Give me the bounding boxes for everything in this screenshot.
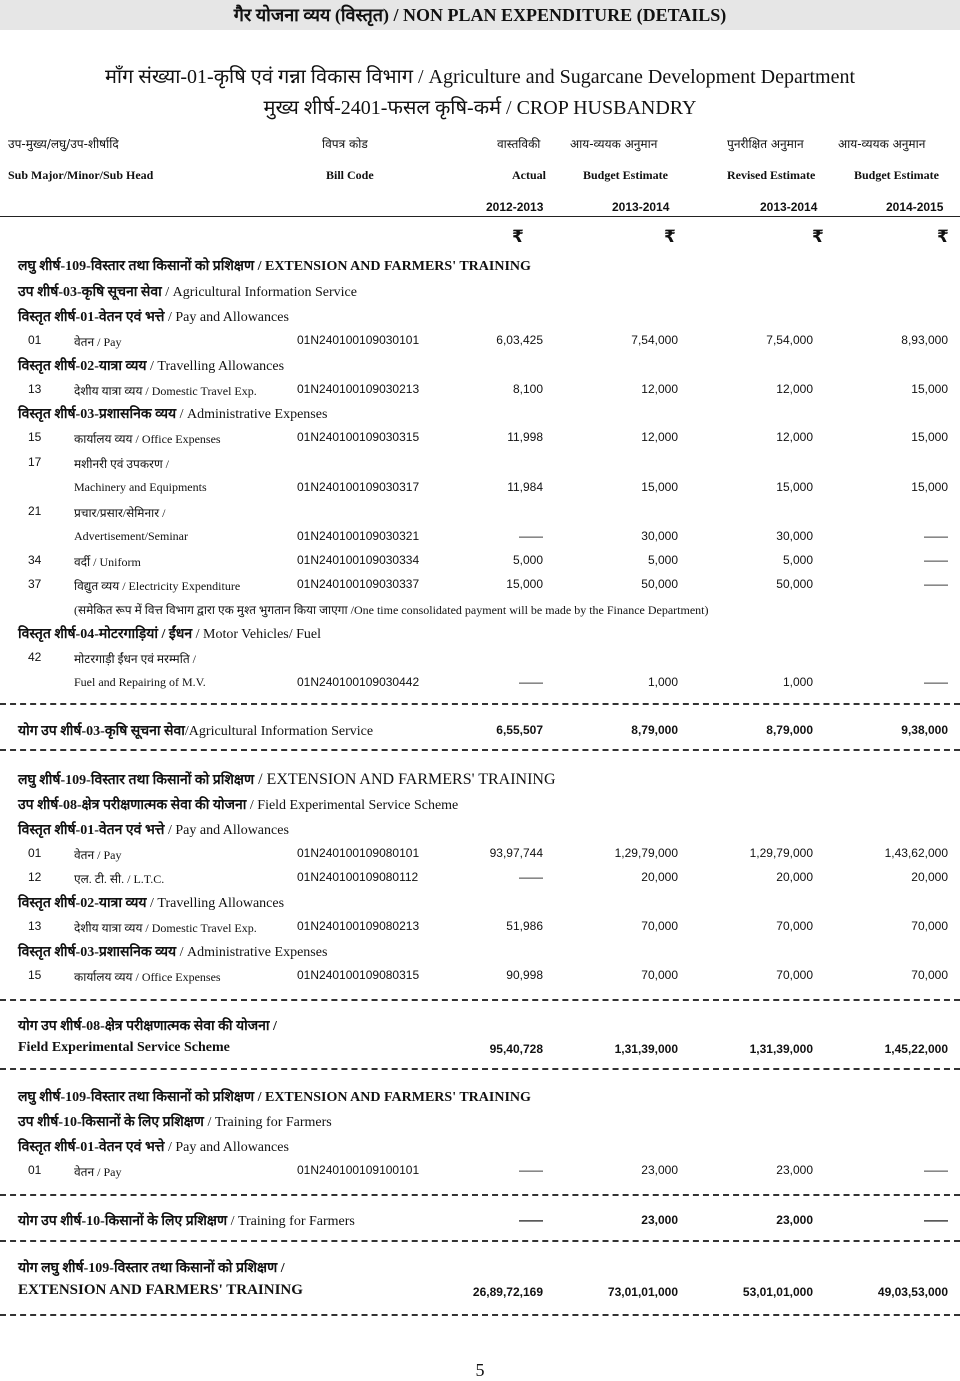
rupee-icon: ₹ (812, 227, 824, 247)
item-description: प्रचार/प्रसार/सेमिनार / (74, 506, 166, 520)
budget-value: 70,000 (641, 919, 678, 933)
detailed-head-heading: विस्तृत शीर्ष-04-मोटरगाड़ियां / ईंधन / Motor Vehicles/ Fuel (18, 627, 322, 642)
actual-total: 6,55,507 (496, 723, 543, 737)
revised-value: 12,000 (776, 382, 813, 396)
budget-value: 12,000 (641, 430, 678, 444)
header-en-budget: Budget Estimate (583, 168, 668, 182)
revised-total: 53,01,01,000 (742, 1285, 813, 1299)
detailed-head-heading: विस्तृत शीर्ष-02-यात्रा व्यय / Travelling Allowances (18, 896, 285, 911)
budget-value: 30,000 (641, 529, 678, 543)
budget-next-value: 15,000 (911, 430, 948, 444)
item-description: देशीय यात्रा व्यय / Domestic Travel Exp. (74, 921, 257, 935)
actual-value: 6,03,425 (496, 333, 543, 347)
actual-value: —— (519, 1163, 543, 1177)
budget-next-value: —— (924, 553, 948, 567)
rupee-icon: ₹ (664, 227, 676, 247)
item-description: मशीनरी एवं उपकरण / (74, 457, 169, 471)
item-number: 15 (28, 968, 42, 982)
budget-value: 23,000 (641, 1163, 678, 1177)
budget-next-value: 70,000 (911, 919, 948, 933)
bill-code: 01N240100109080315 (297, 968, 420, 982)
revised-total: 8,79,000 (766, 723, 813, 737)
detailed-head-heading: विस्तृत शीर्ष-01-वेतन एवं भत्ते / Pay and Allowances (18, 1140, 289, 1155)
item-description: कार्यालय व्यय / Office Expenses (74, 970, 221, 984)
item-number: 13 (28, 382, 42, 396)
bill-code: 01N240100109030213 (297, 382, 420, 396)
bill-code: 01N240100109030442 (297, 675, 420, 689)
item-number: 15 (28, 430, 42, 444)
budget-value: 1,29,79,000 (614, 846, 678, 860)
revised-value: 7,54,000 (766, 333, 813, 347)
bill-code: 01N240100109030321 (297, 529, 420, 543)
demand-heading: माँग संख्या-01-कृषि एवं गन्ना विकास विभाग / Agriculture and Sugarcane Development Department (104, 66, 856, 88)
revised-value: 70,000 (776, 968, 813, 982)
detailed-head-heading: विस्तृत शीर्ष-03-प्रशासनिक व्यय / Administrative Expenses (18, 945, 328, 960)
item-number: 37 (28, 577, 42, 591)
item-description: विद्युत व्यय / Electricity Expenditure (74, 579, 241, 593)
item-description: मोटरगाड़ी ईंधन एवं मरम्मति / (74, 652, 197, 666)
detailed-head-heading: विस्तृत शीर्ष-01-वेतन एवं भत्ते / Pay and Allowances (18, 310, 289, 325)
header-en-revised: Revised Estimate (727, 168, 816, 182)
header-rule (0, 216, 960, 217)
total-label-en: EXTENSION AND FARMERS' TRAINING (18, 1282, 303, 1298)
item-description-en: Fuel and Repairing of M.V. (74, 675, 206, 689)
budget-total: 1,31,39,000 (614, 1042, 678, 1056)
item-number: 34 (28, 553, 42, 567)
actual-total: 95,40,728 (489, 1042, 543, 1056)
item-number: 12 (28, 870, 42, 884)
revised-value: 15,000 (776, 480, 813, 494)
header-hi-revised: पुनरीक्षित अनुमान (727, 137, 804, 151)
budget-value: 50,000 (641, 577, 678, 591)
revised-value: 1,29,79,000 (749, 846, 813, 860)
item-description-en: Advertisement/Seminar (74, 529, 188, 543)
budget-value: 1,000 (647, 675, 678, 689)
detailed-head-heading: विस्तृत शीर्ष-02-यात्रा व्यय / Travelling Allowances (18, 359, 285, 374)
detailed-head-heading: विस्तृत शीर्ष-01-वेतन एवं भत्ते / Pay and Allowances (18, 823, 289, 838)
budget-next-value: —— (924, 577, 948, 591)
actual-value: 5,000 (512, 553, 543, 567)
item-number: 01 (28, 1163, 42, 1177)
item-number: 01 (28, 846, 42, 860)
item-number: 13 (28, 919, 42, 933)
budget-next-value: 1,43,62,000 (884, 846, 948, 860)
bill-code: 01N240100109080101 (297, 846, 420, 860)
budget-next-value: 15,000 (911, 382, 948, 396)
dashed-separator (0, 703, 960, 705)
dashed-separator (0, 999, 960, 1001)
header-hi-head: उप-मुख्य/लघु/उप-शीर्षादि (8, 137, 119, 151)
rupee-icon: ₹ (937, 227, 949, 247)
header-hi-actual: वास्तविकी (497, 137, 541, 151)
budget-next-total: 9,38,000 (901, 723, 948, 737)
budget-next-value: 70,000 (911, 968, 948, 982)
bill-code: 01N240100109080213 (297, 919, 420, 933)
year-actual: 2012-2013 (486, 200, 544, 214)
bill-code: 01N240100109030315 (297, 430, 420, 444)
budget-next-value: —— (924, 675, 948, 689)
actual-total: 26,89,72,169 (472, 1285, 543, 1299)
bill-code: 01N240100109030334 (297, 553, 420, 567)
header-en-billcode: Bill Code (326, 168, 374, 182)
bill-code: 01N240100109030317 (297, 480, 420, 494)
item-number: 42 (28, 650, 42, 664)
minor-head-heading: लघु शीर्ष-109-विस्तार तथा किसानों को प्रशिक्षण / EXTENSION AND FARMERS' TRAINING (18, 1090, 531, 1105)
header-en-budget2: Budget Estimate (854, 168, 939, 182)
item-description: वर्दी / Uniform (74, 555, 141, 569)
actual-value: 93,97,744 (489, 846, 543, 860)
actual-value: 90,998 (506, 968, 543, 982)
dashed-separator (0, 1194, 960, 1196)
actual-value: 8,100 (512, 382, 543, 396)
actual-value: 11,998 (507, 430, 543, 444)
total-label: योग लघु शीर्ष-109-विस्तार तथा किसानों को प्रशिक्षण / (18, 1261, 285, 1276)
sub-head-heading: उप शीर्ष-10-किसानों के लिए प्रशिक्षण / Training for Farmers (18, 1115, 332, 1130)
bill-code: 01N240100109080112 (297, 870, 419, 884)
consolidated-payment-note: (समेकित रूप में वित्त विभाग द्वारा एक मुश्त भुगतान किया जाएगा /One time consolidated payment will be made by the Finance Department) (74, 603, 709, 617)
actual-value: 11,984 (507, 480, 543, 494)
dashed-separator (0, 749, 960, 751)
revised-value: 5,000 (782, 553, 813, 567)
budget-total: 73,01,01,000 (607, 1285, 678, 1299)
budget-total: 23,000 (641, 1213, 678, 1227)
item-number: 01 (28, 333, 42, 347)
budget-value: 20,000 (641, 870, 678, 884)
header-hi-billcode: विपत्र कोड (322, 137, 368, 151)
total-label: योग उप शीर्ष-10-किसानों के लिए प्रशिक्षण / Training for Farmers (18, 1214, 355, 1229)
revised-value: 20,000 (776, 870, 813, 884)
bill-code: 01N240100109030101 (297, 333, 420, 347)
revised-value: 70,000 (776, 919, 813, 933)
item-number: 17 (28, 455, 42, 469)
budget-next-value: —— (924, 1163, 948, 1177)
header-hi-budget2: आय-व्ययक अनुमान (838, 137, 926, 151)
budget-next-value: —— (924, 529, 948, 543)
item-description: कार्यालय व्यय / Office Expenses (74, 432, 221, 446)
revised-value: 12,000 (776, 430, 813, 444)
budget-next-value: 8,93,000 (901, 333, 948, 347)
actual-value: —— (519, 870, 543, 884)
minor-head-heading: लघु शीर्ष-109-विस्तार तथा किसानों को प्रशिक्षण / EXTENSION AND FARMERS' TRAINING (18, 259, 531, 274)
item-description: वेतन / Pay (74, 848, 122, 862)
actual-value: —— (519, 529, 543, 543)
revised-value: 30,000 (776, 529, 813, 543)
header-en-head: Sub Major/Minor/Sub Head (8, 168, 154, 182)
dashed-separator (0, 1240, 960, 1242)
dashed-separator (0, 1314, 960, 1316)
actual-total: —— (519, 1213, 543, 1227)
budget-next-value: 15,000 (911, 480, 948, 494)
major-head-heading: मुख्य शीर्ष-2401-फसल कृषि-कर्म / CROP HUSBANDRY (263, 97, 697, 119)
year-budget2: 2014-2015 (886, 200, 944, 214)
item-description: एल. टी. सी. / L.T.C. (74, 872, 165, 886)
dashed-separator (0, 1068, 960, 1070)
item-description: वेतन / Pay (74, 335, 122, 349)
budget-value: 70,000 (641, 968, 678, 982)
actual-value: 51,986 (506, 919, 543, 933)
year-budget: 2013-2014 (612, 200, 670, 214)
total-label-en: Field Experimental Service Scheme (18, 1040, 230, 1055)
minor-head-heading: लघु शीर्ष-109-विस्तार तथा किसानों को प्रशिक्षण / EXTENSION AND FARMERS' TRAINING (18, 771, 556, 788)
budget-value: 15,000 (641, 480, 678, 494)
page-number: 5 (475, 1360, 485, 1380)
revised-total: 23,000 (776, 1213, 813, 1227)
budget-value: 5,000 (647, 553, 678, 567)
page-title: गैर योजना व्यय (विस्तृत) / NON PLAN EXPENDITURE (DETAILS) (233, 5, 727, 25)
revised-total: 1,31,39,000 (749, 1042, 813, 1056)
budget-total: 8,79,000 (631, 723, 678, 737)
actual-value: 15,000 (506, 577, 543, 591)
budget-next-total: 49,03,53,000 (877, 1285, 948, 1299)
bill-code: 01N240100109030337 (297, 577, 420, 591)
rupee-icon: ₹ (512, 227, 524, 247)
sub-head-heading: उप शीर्ष-03-कृषि सूचना सेवा / Agricultural Information Service (18, 285, 357, 300)
revised-value: 23,000 (776, 1163, 813, 1177)
detailed-head-heading: विस्तृत शीर्ष-03-प्रशासनिक व्यय / Administrative Expenses (18, 407, 328, 422)
budget-next-total: 1,45,22,000 (884, 1042, 948, 1056)
budget-next-value: 20,000 (911, 870, 948, 884)
item-description: वेतन / Pay (74, 1165, 122, 1179)
budget-next-total: —— (924, 1213, 948, 1227)
bill-code: 01N240100109100101 (297, 1163, 420, 1177)
actual-value: —— (519, 675, 543, 689)
total-label: योग उप शीर्ष-08-क्षेत्र परीक्षणात्मक सेवा की योजना / (18, 1019, 277, 1034)
revised-value: 1,000 (782, 675, 813, 689)
header-en-actual: Actual (512, 168, 546, 182)
total-label: योग उप शीर्ष-03-कृषि सूचना सेवा/Agricultural Information Service (18, 724, 374, 739)
item-number: 21 (28, 504, 42, 518)
year-revised: 2013-2014 (760, 200, 818, 214)
budget-value: 7,54,000 (631, 333, 678, 347)
item-description: देशीय यात्रा व्यय / Domestic Travel Exp. (74, 384, 257, 398)
sub-head-heading: उप शीर्ष-08-क्षेत्र परीक्षणात्मक सेवा की योजना / Field Experimental Service Scheme (18, 798, 459, 813)
item-description-en: Machinery and Equipments (74, 480, 207, 494)
budget-value: 12,000 (641, 382, 678, 396)
revised-value: 50,000 (776, 577, 813, 591)
header-hi-budget: आय-व्ययक अनुमान (570, 137, 658, 151)
